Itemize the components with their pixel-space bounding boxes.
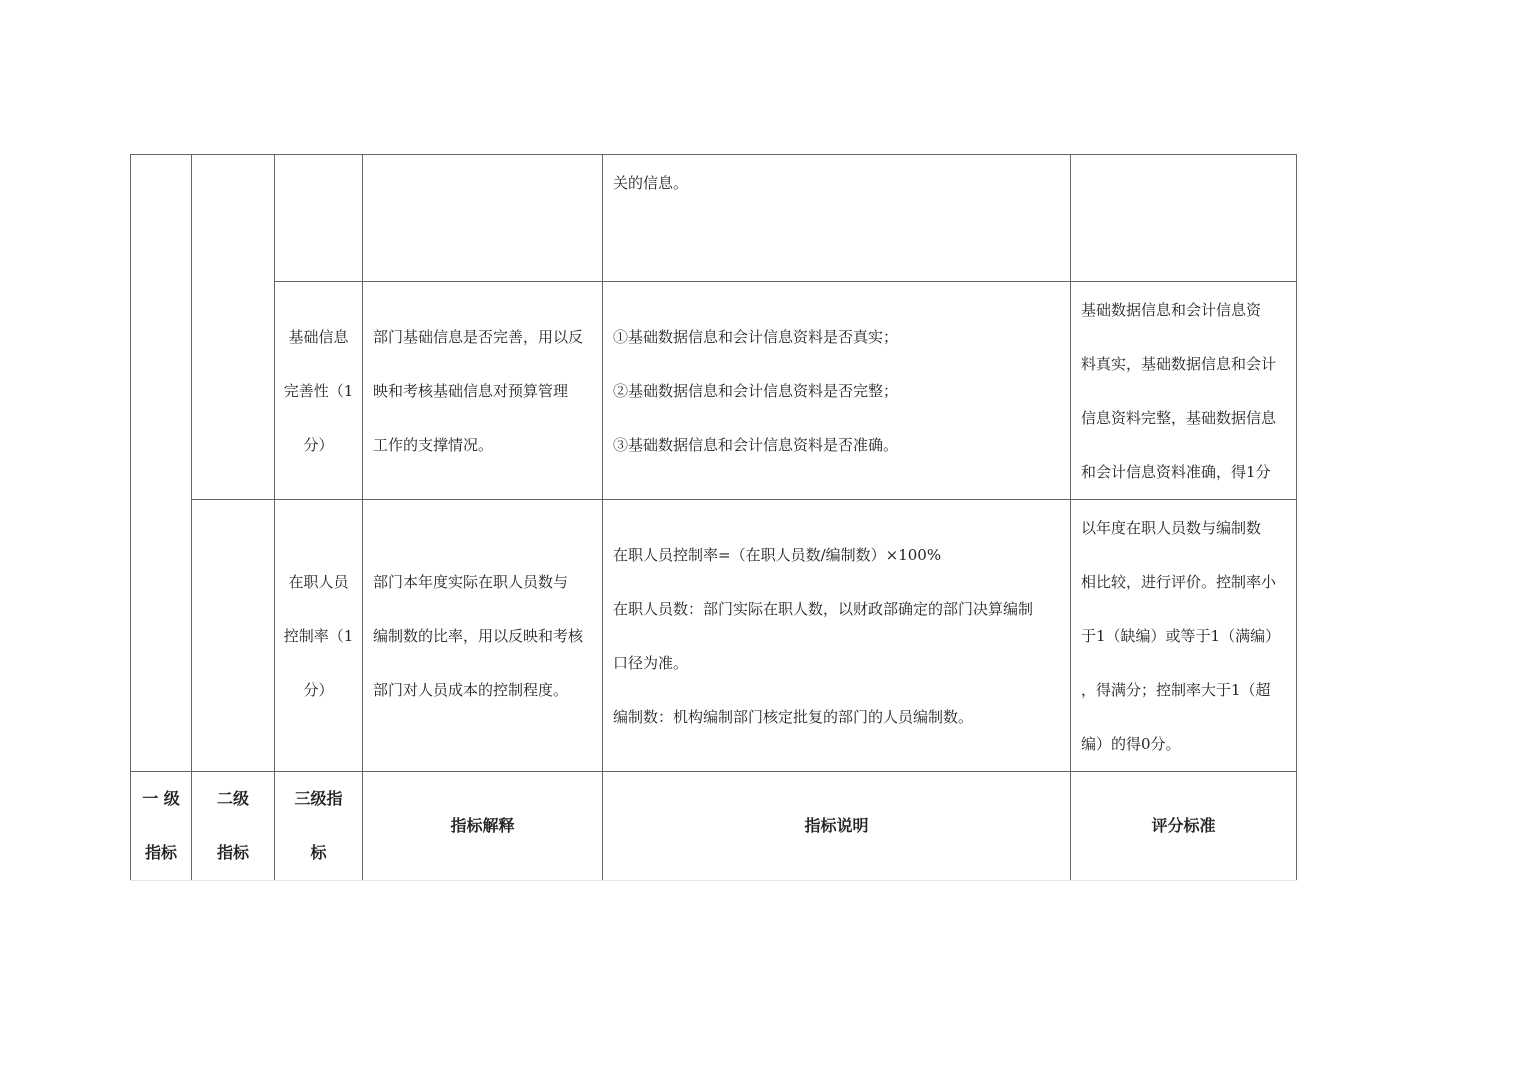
table-row [131, 155, 1297, 282]
standard-line: 相比较，进行评价。控制率小 [1081, 572, 1277, 591]
header-line: 指标 [216, 843, 249, 862]
explain-line: 部门本年度实际在职人员数与 [373, 572, 569, 591]
header-level1 [131, 772, 192, 881]
level3-line: 基础信息 [288, 327, 349, 346]
header-level3 [275, 772, 363, 881]
header-explain: 指标解释 [363, 772, 603, 881]
desc-line: ②基础数据信息和会计信息资料是否完整； [613, 381, 899, 400]
standard-line: ，得满分；控制率大于1（超 [1081, 680, 1271, 699]
level3-line: 分） [303, 680, 334, 699]
header-level2 [192, 772, 275, 881]
desc-cell [603, 282, 1071, 500]
header-line: 一 级 [142, 789, 180, 808]
explain-line: 部门基础信息是否完善，用以反 [373, 327, 584, 346]
standard-line: 以年度在职人员数与编制数 [1081, 518, 1262, 537]
explain-line: 部门对人员成本的控制程度。 [373, 680, 569, 699]
level3-cell [275, 500, 363, 772]
desc-line: 在职人员控制率=（在职人员数/编制数）×100% [613, 545, 942, 564]
standard-line: 和会计信息资料准确，得1分 [1081, 462, 1271, 481]
standard-cell [1071, 282, 1297, 500]
explain-cell [363, 155, 603, 282]
level1-cell [131, 155, 192, 772]
desc-line: ①基础数据信息和会计信息资料是否真实； [613, 327, 899, 346]
standard-cell [1071, 500, 1297, 772]
level3-cell [275, 282, 363, 500]
header-line: 指标 [144, 843, 177, 862]
standard-line: 基础数据信息和会计信息资 [1081, 300, 1262, 319]
standard-cell [1071, 155, 1297, 282]
level3-line: 分） [303, 435, 334, 454]
table-row [131, 500, 1297, 772]
header-desc: 指标说明 [603, 772, 1071, 881]
standard-line: 料真实，基础数据信息和会计 [1081, 354, 1277, 373]
explain-cell [363, 282, 603, 500]
header-row [131, 772, 1297, 881]
desc-line: 关的信息。 [613, 174, 689, 192]
header-line: 标 [310, 843, 327, 862]
desc-line: 在职人员数：部门实际在职人数，以财政部确定的部门决算编制 [613, 599, 1034, 618]
standard-line: 编）的得0分。 [1081, 734, 1181, 753]
desc-cell [603, 500, 1071, 772]
header-standard: 评分标准 [1071, 772, 1297, 881]
level3-line: 控制率（1 [283, 626, 354, 645]
level2-cell [192, 500, 275, 772]
explain-line: 工作的支撑情况。 [373, 435, 494, 454]
level3-line: 在职人员 [288, 572, 349, 591]
level3-line: 完善性（1 [283, 381, 354, 400]
level3-cell [275, 155, 363, 282]
desc-line: ③基础数据信息和会计信息资料是否准确。 [613, 435, 899, 454]
standard-line: 信息资料完整，基础数据信息 [1081, 408, 1277, 427]
explain-line: 编制数的比率，用以反映和考核 [373, 626, 584, 645]
desc-line: 编制数：机构编制部门核定批复的部门的人员编制数。 [613, 707, 974, 726]
desc-line: 口径为准。 [613, 653, 689, 672]
header-line: 二级 [216, 789, 249, 808]
indicator-table [130, 154, 1297, 881]
table-row [131, 282, 1297, 500]
standard-line: 于1（缺编）或等于1（满编） [1081, 626, 1281, 645]
explain-line: 映和考核基础信息对预算管理 [373, 381, 569, 400]
header-line: 三级指 [294, 789, 343, 808]
level2-cell [192, 155, 275, 500]
desc-cell [603, 155, 1071, 282]
explain-cell [363, 500, 603, 772]
